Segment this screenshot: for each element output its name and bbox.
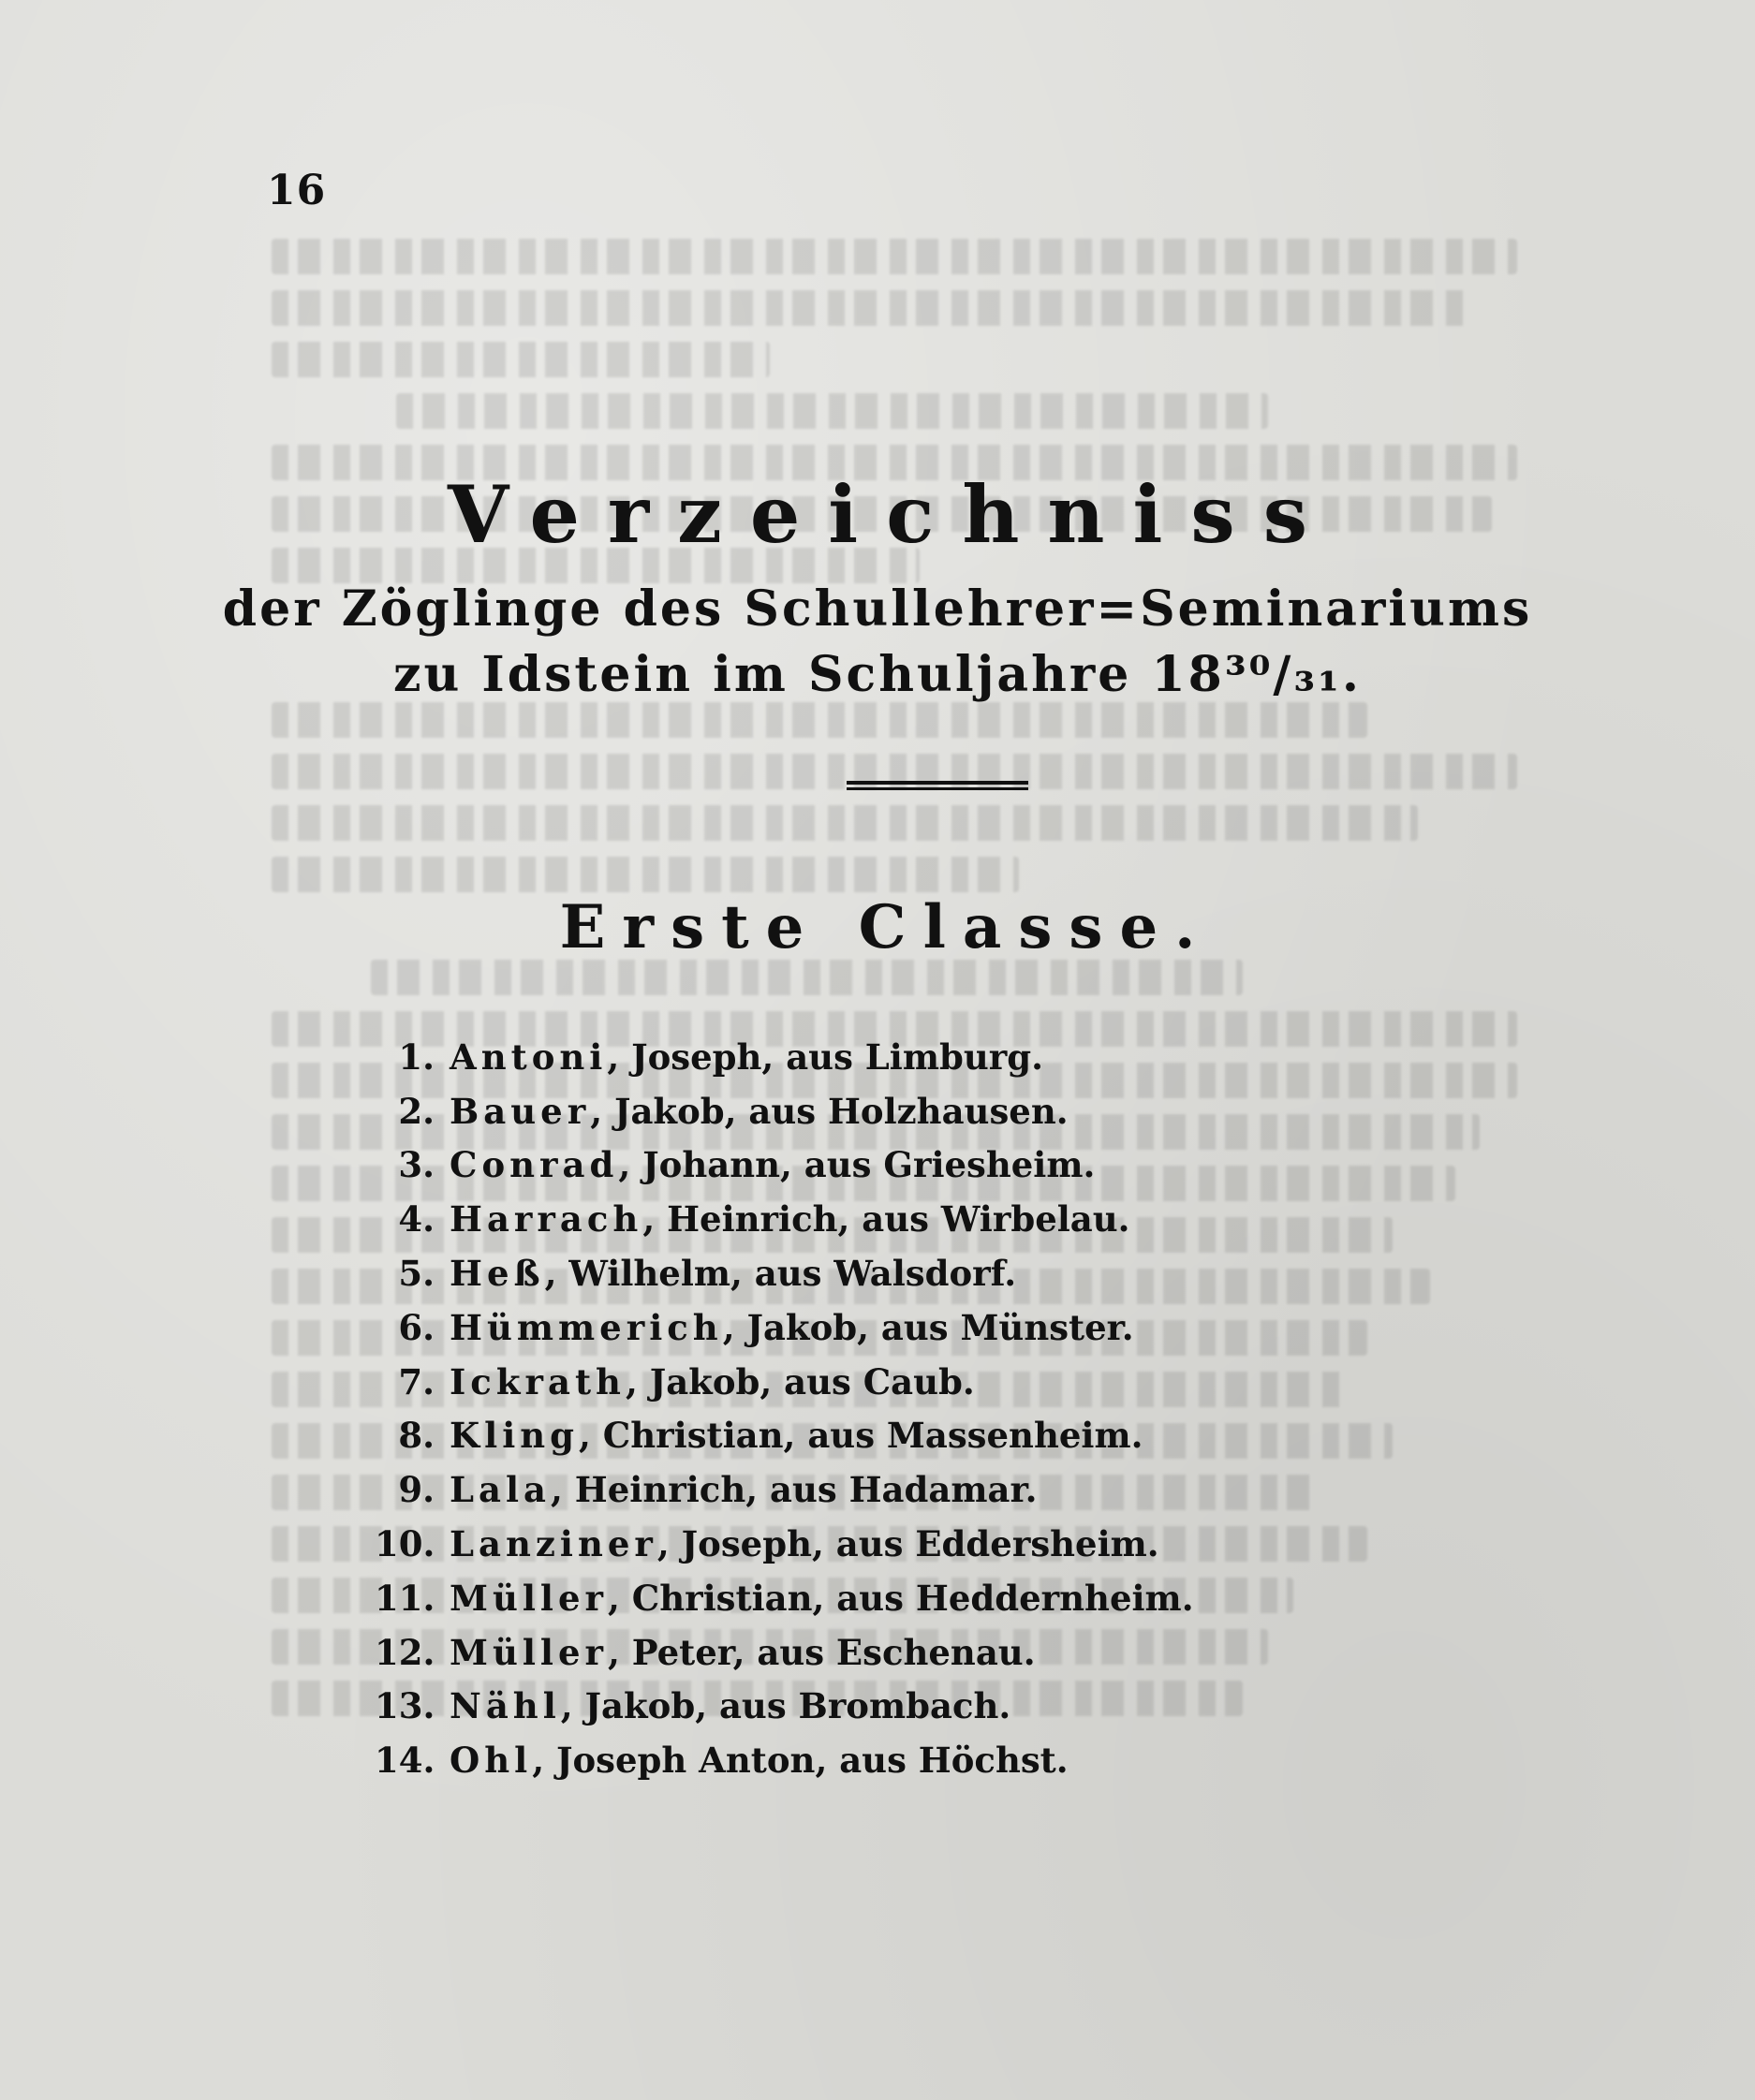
- list-item: [375, 1462, 1194, 1517]
- subtitle-line-1: der Zöglinge des Schullehrer=Seminariums: [222, 580, 1533, 638]
- list-item-number: 3.: [398, 1144, 435, 1186]
- list-item-number: 13.: [375, 1685, 435, 1727]
- student-surname: Nähl: [450, 1685, 561, 1727]
- list-item: [375, 1300, 1194, 1355]
- list-item: [375, 1355, 1194, 1409]
- student-surname: Bauer: [450, 1090, 591, 1132]
- student-details: , Christian, aus Heddernheim.: [608, 1577, 1194, 1619]
- list-item-number: 9.: [398, 1469, 435, 1511]
- list-item: [375, 1680, 1194, 1734]
- student-details: , Jakob, aus Brombach.: [560, 1685, 1011, 1727]
- list-item: [375, 1246, 1194, 1300]
- student-details: , Joseph Anton, aus Höchst.: [532, 1740, 1069, 1782]
- student-surname: Harrach: [450, 1198, 643, 1241]
- list-item: [375, 1409, 1194, 1463]
- list-item: [375, 1625, 1194, 1680]
- decorative-rule: [847, 781, 1028, 790]
- section-heading: Erste Classe.: [559, 892, 1213, 962]
- student-details: , Peter, aus Eschenau.: [608, 1631, 1036, 1673]
- list-item-number: 14.: [375, 1740, 435, 1782]
- student-details: , Joseph, aus Limburg.: [607, 1035, 1044, 1078]
- page-number: 16: [267, 167, 327, 214]
- page-title: Verzeichniss: [448, 468, 1335, 561]
- student-details: , Jakob, aus Holzhausen.: [590, 1090, 1069, 1132]
- list-item-number: 7.: [398, 1360, 435, 1402]
- student-surname: Antoni: [450, 1035, 608, 1078]
- student-details: , Heinrich, aus Hadamar.: [551, 1469, 1038, 1511]
- student-surname: Hümmerich: [450, 1306, 723, 1348]
- student-surname: Heß: [450, 1253, 545, 1295]
- student-details: , Jakob, aus Caub.: [625, 1360, 975, 1402]
- list-item: [375, 1138, 1194, 1193]
- list-item: [375, 1030, 1194, 1084]
- list-item: [375, 1571, 1194, 1625]
- student-surname: Lala: [450, 1469, 552, 1511]
- list-item-number: 10.: [375, 1523, 435, 1565]
- student-details: , Heinrich, aus Wirbelau.: [642, 1198, 1130, 1241]
- student-list: [375, 1030, 1194, 1787]
- list-item: [375, 1733, 1194, 1787]
- student-details: , Johann, aus Griesheim.: [618, 1144, 1096, 1186]
- list-item-number: 6.: [398, 1306, 435, 1348]
- list-item: [375, 1192, 1194, 1246]
- student-surname: Müller: [450, 1577, 609, 1619]
- student-details: , Wilhelm, aus Walsdorf.: [544, 1253, 1017, 1295]
- list-item-number: 11.: [375, 1577, 435, 1619]
- student-surname: Müller: [450, 1631, 609, 1673]
- student-surname: Lanziner: [450, 1523, 657, 1565]
- list-item-number: 2.: [398, 1090, 435, 1132]
- student-surname: Ohl: [450, 1740, 533, 1782]
- student-surname: Kling: [450, 1415, 580, 1457]
- list-item-number: 8.: [398, 1415, 435, 1457]
- list-item-number: 1.: [398, 1035, 435, 1078]
- list-item-number: 12.: [375, 1631, 435, 1673]
- student-surname: Ickrath: [450, 1360, 626, 1402]
- student-surname: Conrad: [450, 1144, 619, 1186]
- student-details: , Jakob, aus Münster.: [722, 1306, 1134, 1348]
- list-item-number: 4.: [398, 1198, 435, 1241]
- subtitle-line-2: zu Idstein im Schuljahre 18³⁰/₃₁.: [392, 646, 1363, 703]
- list-item: [375, 1084, 1194, 1138]
- student-details: , Christian, aus Massenheim.: [579, 1415, 1143, 1457]
- list-item: [375, 1517, 1194, 1571]
- student-details: , Joseph, aus Eddersheim.: [656, 1523, 1159, 1565]
- list-item-number: 5.: [398, 1253, 435, 1295]
